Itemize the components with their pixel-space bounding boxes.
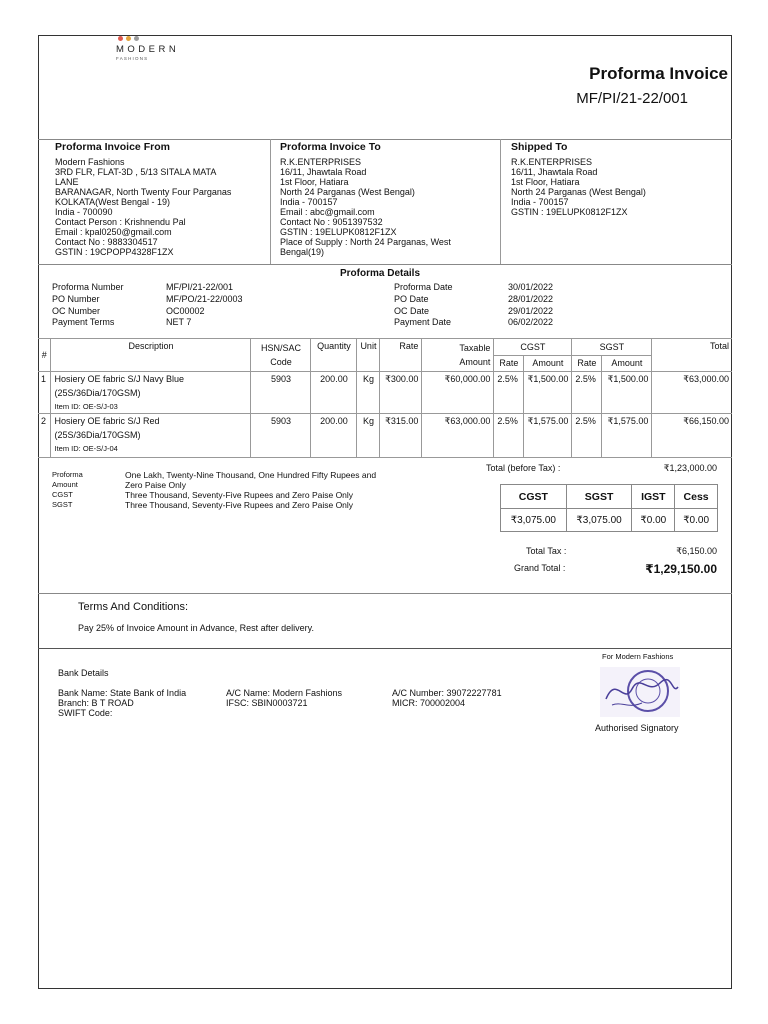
from-line: Contact Person : Krishnendu Pal <box>55 217 186 227</box>
bank-ac-name: A/C Name: Modern Fashions <box>226 688 343 698</box>
shipped-line: 1st Floor, Hatiara <box>511 177 580 187</box>
row-total: ₹63,000.00 <box>652 372 732 414</box>
col-taxable-line2: Amount <box>459 357 491 367</box>
logo-dot <box>134 36 139 41</box>
col-cgst-rate: Rate <box>494 355 524 372</box>
row-unit: Kg <box>357 414 380 458</box>
proforma-amount-label2: Amount <box>52 480 78 489</box>
col-total: Total <box>652 339 732 372</box>
to-line: R.K.ENTERPRISES <box>280 157 362 167</box>
from-line: LANE <box>55 177 79 187</box>
cgst-words: Three Thousand, Seventy-Five Rupees and Zero Paise Only <box>125 490 354 500</box>
logo-dot <box>126 36 131 41</box>
from-line: India - 700090 <box>55 207 113 217</box>
from-line: 3RD FLR, FLAT-3D , 5/13 SITALA MATA <box>55 167 217 177</box>
bank-ac-number: A/C Number: 39072227781 <box>392 688 502 698</box>
bank-column-1 <box>58 688 186 718</box>
table-row <box>38 414 732 458</box>
to-line: North 24 Parganas (West Bengal) <box>280 187 415 197</box>
divider <box>38 139 732 140</box>
from-line: BARANAGAR, North Twenty Four Parganas <box>55 187 232 197</box>
to-line: Bengal(19) <box>280 247 325 257</box>
col-hsn-line2: Code <box>270 357 292 367</box>
divider <box>270 139 271 264</box>
detail-label: PO Date <box>394 293 429 304</box>
col-unit: Unit <box>357 339 380 372</box>
col-sgst-rate: Rate <box>572 355 602 372</box>
divider <box>38 648 732 649</box>
tax-value-cess: ₹0.00 <box>675 509 718 532</box>
col-hsn-line1: HSN/SAC <box>260 343 301 353</box>
col-cgst: CGST <box>494 339 572 356</box>
row-sgst-rate: 2.5% <box>572 414 602 458</box>
bank-column-2 <box>226 688 342 708</box>
row-hsn: 5903 <box>251 414 311 458</box>
row-cgst-amount: ₹1,575.00 <box>524 414 572 458</box>
row-cgst-rate: 2.5% <box>494 414 524 458</box>
terms-title: Terms And Conditions: <box>78 601 189 613</box>
item-name: Hosiery OE fabric S/J Navy Blue <box>54 374 185 384</box>
shipped-to-heading: Shipped To <box>511 141 568 153</box>
shipped-line: GSTIN : 19ELUPK0812F1ZX <box>511 207 628 217</box>
total-before-tax-value: ₹1,23,000.00 <box>663 463 717 473</box>
divider <box>38 264 732 265</box>
detail-value: 28/01/2022 <box>508 293 554 304</box>
to-line: 16/11, Jhawtala Road <box>280 167 367 177</box>
row-cgst-amount: ₹1,500.00 <box>524 372 572 414</box>
col-description: Description <box>51 339 251 372</box>
shipped-line: North 24 Parganas (West Bengal) <box>511 187 646 197</box>
bank-name: Bank Name: State Bank of India <box>58 688 187 698</box>
tax-summary-table <box>500 484 718 532</box>
company-stamp-icon <box>598 665 682 719</box>
detail-label: Payment Terms <box>52 317 115 328</box>
logo-subtitle: FASHIONS <box>116 56 149 61</box>
proforma-amount-words2: Zero Paise Only <box>125 480 186 490</box>
detail-value: 29/01/2022 <box>508 305 554 316</box>
to-line: Email : abc@gmail.com <box>280 207 375 217</box>
bank-swift: SWIFT Code: <box>58 708 113 718</box>
proforma-amount-words1: One Lakh, Twenty-Nine Thousand, One Hundred Fifty Rupees and <box>125 470 377 480</box>
from-line: Email : kpal0250@gmail.com <box>55 227 172 237</box>
detail-label: OC Number <box>52 305 101 316</box>
item-id: Item ID: OE-S/J-04 <box>54 444 118 453</box>
details-values-right <box>508 282 553 329</box>
grand-total-label: Grand Total : <box>514 563 566 573</box>
detail-value: MF/PO/21-22/0003 <box>166 293 243 304</box>
row-taxable: ₹60,000.00 <box>422 372 494 414</box>
company-logo <box>78 36 188 70</box>
detail-value: 06/02/2022 <box>508 317 554 328</box>
shipped-line: India - 700157 <box>511 197 569 207</box>
bank-column-3 <box>392 688 502 708</box>
detail-label: PO Number <box>52 293 100 304</box>
row-description <box>51 414 251 458</box>
details-labels-right <box>394 282 453 329</box>
col-sgst-amount: Amount <box>602 355 652 372</box>
detail-label: Proforma Date <box>394 282 453 292</box>
row-rate: ₹315.00 <box>380 414 422 458</box>
total-tax-value: ₹6,150.00 <box>676 546 717 556</box>
tax-value-row <box>501 509 718 532</box>
terms-text: Pay 25% of Invoice Amount in Advance, Rest after delivery. <box>78 623 314 633</box>
tax-header-cgst: CGST <box>501 485 567 509</box>
col-sgst: SGST <box>572 339 652 356</box>
to-line: Place of Supply : North 24 Parganas, West <box>280 237 451 247</box>
invoice-from-block <box>55 142 231 257</box>
page-title: Proforma Invoice <box>589 64 728 83</box>
detail-label: Proforma Number <box>52 282 124 292</box>
grand-total-value: ₹1,29,150.00 <box>645 562 717 576</box>
divider <box>500 139 501 264</box>
total-tax-label: Total Tax : <box>526 546 567 556</box>
invoice-to-block <box>280 142 451 257</box>
shipped-line: 16/11, Jhawtala Road <box>511 167 598 177</box>
from-line: Contact No : 9883304517 <box>55 237 158 247</box>
detail-label: Payment Date <box>394 317 452 328</box>
row-num: 1 <box>38 372 51 414</box>
row-cgst-rate: 2.5% <box>494 372 524 414</box>
detail-value: 30/01/2022 <box>508 282 554 292</box>
row-num: 2 <box>38 414 51 458</box>
row-description <box>51 372 251 414</box>
to-line: India - 700157 <box>280 197 338 207</box>
tax-value-cgst: ₹3,075.00 <box>501 509 567 532</box>
col-hsn <box>251 339 311 372</box>
row-sgst-amount: ₹1,500.00 <box>602 372 652 414</box>
col-rate: Rate <box>380 339 422 372</box>
row-qty: 200.00 <box>311 414 357 458</box>
detail-value: OC00002 <box>166 305 205 316</box>
table-row <box>38 372 732 414</box>
col-quantity: Quantity <box>311 339 357 372</box>
invoice-from-heading: Proforma Invoice From <box>55 141 170 153</box>
divider <box>38 593 732 594</box>
logo-dots <box>118 36 139 41</box>
from-line: Modern Fashions <box>55 157 125 167</box>
row-rate: ₹300.00 <box>380 372 422 414</box>
sgst-words: Three Thousand, Seventy-Five Rupees and Zero Paise Only <box>125 500 354 510</box>
to-line: 1st Floor, Hatiara <box>280 177 349 187</box>
total-before-tax-label: Total (before Tax) : <box>486 463 561 473</box>
for-company-label: For Modern Fashions <box>602 652 674 661</box>
row-total: ₹66,150.00 <box>652 414 732 458</box>
bank-branch: Branch: B T ROAD <box>58 698 134 708</box>
item-id: Item ID: OE-S/J-03 <box>54 402 118 411</box>
logo-word: MODERN <box>116 44 180 55</box>
invoice-to-heading: Proforma Invoice To <box>280 141 381 153</box>
tax-header-igst: IGST <box>632 485 675 509</box>
proforma-amount-label1: Proforma <box>52 470 83 479</box>
tax-value-igst: ₹0.00 <box>632 509 675 532</box>
row-sgst-rate: 2.5% <box>572 372 602 414</box>
item-spec: (25S/36Dia/170GSM) <box>54 388 141 398</box>
shipped-to-block <box>511 142 646 217</box>
sgst-words-label: SGST <box>52 500 73 509</box>
items-table <box>38 338 732 458</box>
item-spec: (25S/36Dia/170GSM) <box>54 430 141 440</box>
row-sgst-amount: ₹1,575.00 <box>602 414 652 458</box>
tax-header-sgst: SGST <box>566 485 632 509</box>
row-qty: 200.00 <box>311 372 357 414</box>
tax-header-cess: Cess <box>675 485 718 509</box>
tax-value-sgst: ₹3,075.00 <box>566 509 632 532</box>
item-name: Hosiery OE fabric S/J Red <box>54 416 160 426</box>
detail-label: OC Date <box>394 305 430 316</box>
col-taxable-line1: Taxable <box>459 343 491 353</box>
from-line: KOLKATA(West Bengal - 19) <box>55 197 171 207</box>
to-line: Contact No : 9051397532 <box>280 217 383 227</box>
tax-header-row <box>501 485 718 509</box>
col-cgst-amount: Amount <box>524 355 572 372</box>
shipped-line: R.K.ENTERPRISES <box>511 157 593 167</box>
row-taxable: ₹63,000.00 <box>422 414 494 458</box>
from-line: GSTIN : 19CPOPP4328F1ZX <box>55 247 174 257</box>
row-unit: Kg <box>357 372 380 414</box>
row-hsn: 5903 <box>251 372 311 414</box>
col-num: # <box>38 339 51 372</box>
invoice-number: MF/PI/21-22/001 <box>576 90 688 107</box>
detail-value: NET 7 <box>166 317 192 328</box>
detail-value: MF/PI/21-22/001 <box>166 282 234 292</box>
cgst-words-label: CGST <box>52 490 73 499</box>
proforma-details-title: Proforma Details <box>340 268 421 279</box>
table-header-row <box>38 339 732 356</box>
col-taxable <box>422 339 494 372</box>
authorised-signatory-label: Authorised Signatory <box>595 723 679 733</box>
logo-dot <box>118 36 123 41</box>
bank-ifsc: IFSC: SBIN0003721 <box>226 698 308 708</box>
to-line: GSTIN : 19ELUPK0812F1ZX <box>280 227 397 237</box>
details-labels-left <box>52 282 124 329</box>
bank-micr: MICR: 700002004 <box>392 698 466 708</box>
bank-details-title: Bank Details <box>58 668 109 678</box>
details-values-left <box>166 282 243 329</box>
